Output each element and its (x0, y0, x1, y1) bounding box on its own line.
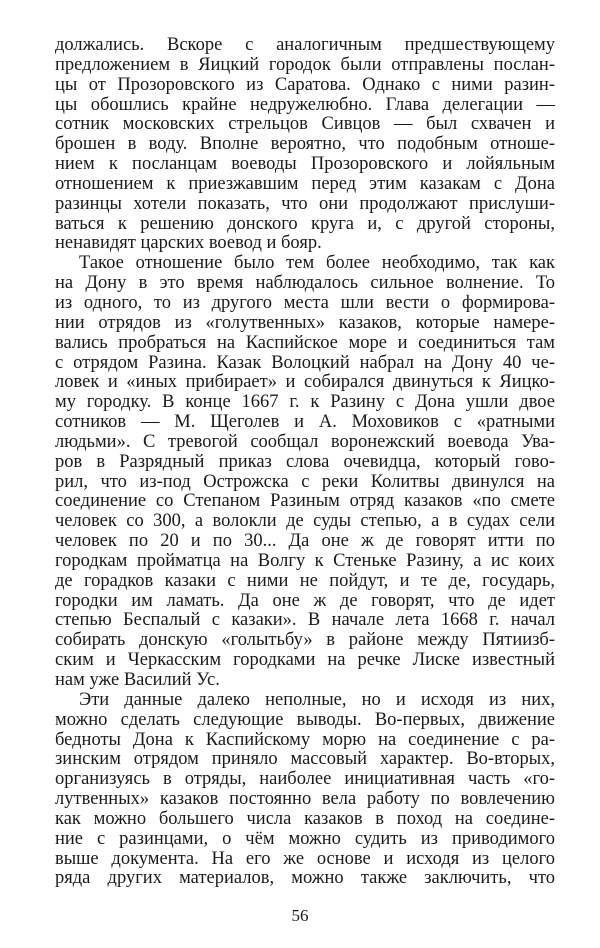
paragraph (55, 36, 555, 254)
text-line: человек со 300, а волокли де суды степью, а в судах сели (55, 511, 555, 532)
text-line: нам уже Василий Ус. (55, 670, 220, 690)
text-line: ние с разинцами, о чём можно судить из приводимого (55, 828, 555, 849)
text-line: на Дону в это время наблюдалось сильное волнение. То (55, 273, 555, 294)
text-line: собирать донскую «голытьбу» в районе между Пятиизб- (55, 630, 555, 651)
text-line: ловек и «иных прибирает» и собирался двинуться к Яицко- (55, 372, 555, 393)
text-line: вались пробраться на Каспийское море и соединиться там (55, 332, 555, 353)
text-line: организуясь в отряды, наиболее инициативная часть «го- (55, 769, 555, 790)
text-line: можно сделать следующие выводы. Во-первых, движение (55, 709, 555, 730)
text-line: цы обошлись крайне недружелюбно. Глава делегации — (55, 94, 555, 115)
text-line: городки им ламать. Да оне ж де говорят, что де идет (55, 590, 555, 611)
text-line: людьми». С тревогой сообщал воронежский воевода Ува- (55, 431, 555, 452)
text-line: отношением к приезжавшим перед этим казакам с Дона (55, 173, 555, 194)
text-line: ров в Разрядный приказ слова очевидца, который гово- (55, 451, 555, 472)
text-line: должались. Вскоре с аналогичным предшествующему (55, 35, 555, 55)
page-body (55, 36, 555, 889)
text-line: человек по 20 и по 30... Да оне ж де говорят итти по (55, 531, 555, 552)
text-line: де горадков казаки с ними не пойдут, и те де, государь, (55, 570, 555, 591)
text-line: ненавидят царских воевод и бояр. (55, 233, 322, 254)
text-line: ряда других материалов, можно также заключить, что (55, 868, 555, 889)
text-line: рил, что из-под Острожска с реки Колитвы двинулся на (55, 471, 555, 492)
text-line: ваться к решению донского круга и, с другой стороны, (55, 213, 555, 234)
paragraph (55, 254, 555, 691)
text-line: городкам пройматца на Волгу к Стеньке Разину, а ис коих (55, 550, 555, 571)
text-line: зинским отрядом приняло массовый характер. Во-вторых, (55, 749, 555, 770)
text-line: нием к посланцам воеводы Прозоровского и лойяльным (55, 154, 555, 175)
text-line: брошен в воду. Вполне вероятно, что подобным отноше- (55, 134, 555, 155)
text-line: му городку. В конце 1667 г. к Разину с Дона ушли двое (55, 392, 555, 413)
text-line: цы от Прозоровского из Саратова. Однако с ними разин- (55, 74, 555, 95)
text-line: сотник московских стрельцов Сивцов — был схвачен и (55, 114, 555, 135)
paragraph (55, 691, 555, 889)
text-line: нии отрядов из «голутвенных» казаков, которые намере- (55, 312, 555, 333)
text-line: с отрядом Разина. Казак Волоцкий набрал на Дону 40 че- (55, 352, 555, 373)
text-line: бедноты Дона к Каспийскому морю на соединение с ра- (55, 729, 555, 750)
text-line: ским и Черкасским городками на речке Лиске известный (55, 650, 555, 671)
text-line: лутвенных» казаков постоянно вела работу по вовлечению (55, 789, 555, 810)
text-line: Такое отношение было тем более необходимо, так как (79, 253, 555, 274)
text-line: как можно большего числа казаков в поход на соедине- (55, 808, 555, 829)
text-line: сотников — М. Щеголев и А. Моховиков с «ратными (55, 412, 555, 433)
text-line: разинцы хотели показать, что они продолжают прислуши- (55, 193, 555, 214)
text-line: Эти данные далеко неполные, но и исходя из них, (79, 689, 555, 710)
text-line: из одного, то из другого места шли вести о формирова- (55, 292, 555, 313)
text-line: выше документа. На его же основе и исходя из целого (55, 848, 555, 869)
text-line: степью Беспалый с казаки». В начале лета 1668 г. начал (55, 610, 555, 631)
page-number: 56 (291, 906, 309, 925)
text-line: соединение со Степаном Разиным отряд казаков «по смете (55, 491, 555, 512)
text-line: предложением в Яицкий городок были отправлены послан- (55, 54, 555, 75)
